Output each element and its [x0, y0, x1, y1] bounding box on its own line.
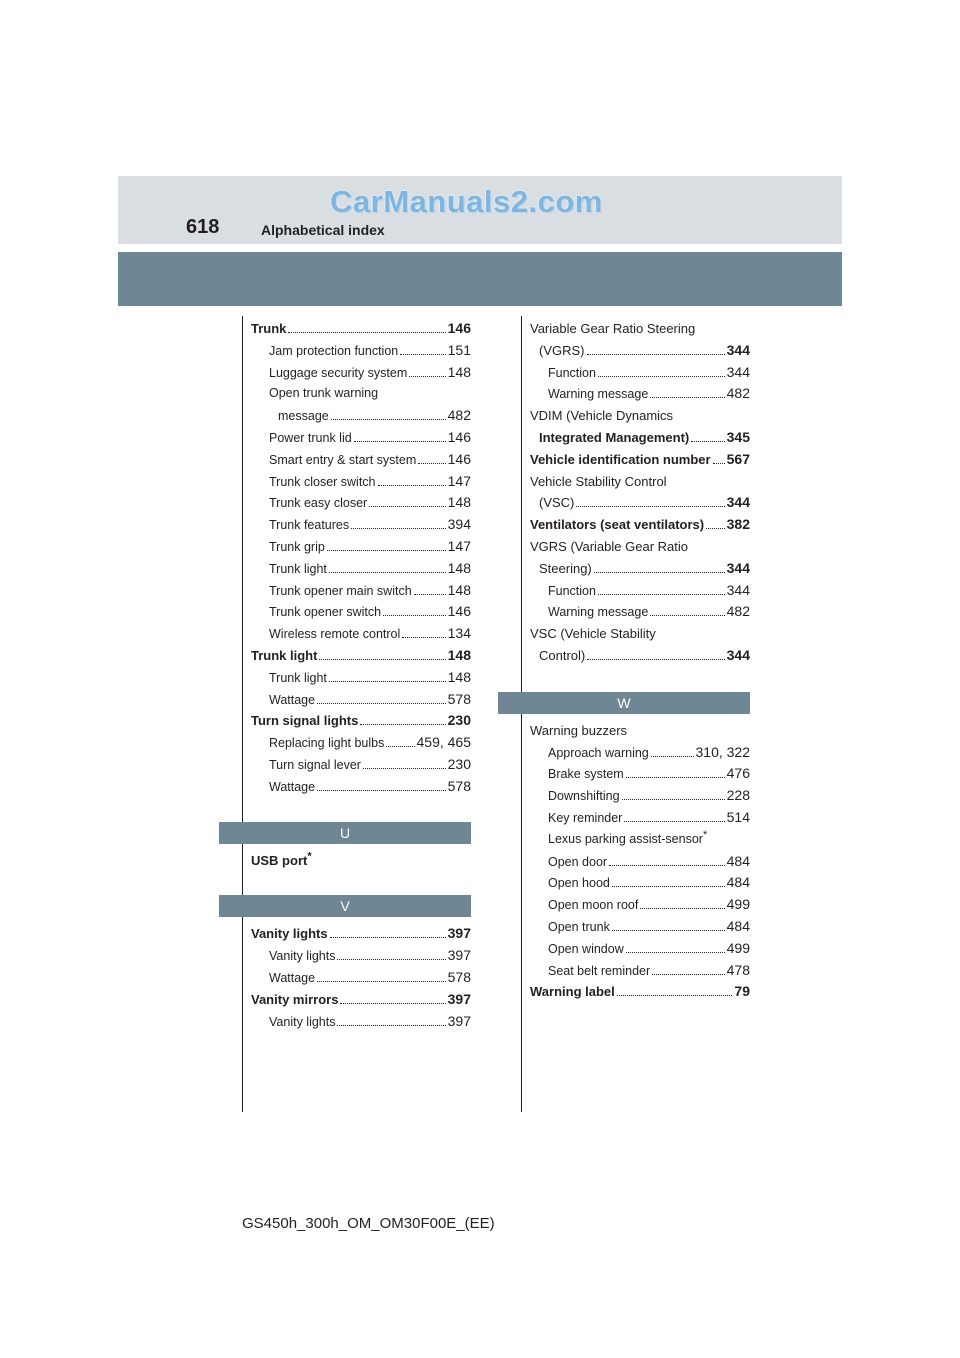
index-entry: Warning label 79: [530, 983, 750, 1000]
index-entry: Trunk 146: [251, 320, 471, 336]
index-subentry: Trunk light 148: [269, 668, 471, 685]
index-subentry: Trunk features 394: [269, 516, 471, 533]
index-entry: Ventilators (seat ventilators) 382: [530, 516, 750, 533]
index-subentry: Seat belt reminder 478: [548, 961, 750, 978]
index-subentry: Warning message 482: [548, 603, 750, 620]
index-subentry: Approach warning 310, 322: [548, 743, 750, 760]
index-subentry: Open window 499: [548, 939, 750, 956]
index-entry: Steering) 344: [539, 559, 750, 576]
index-entry-line: Vehicle Stability Control: [530, 473, 667, 489]
index-entry: Integrated Management) 345: [539, 428, 750, 445]
index-entry: USB port*: [251, 850, 312, 868]
index-subentry: Trunk grip 147: [269, 537, 471, 554]
index-subentry: Wattage 578: [269, 777, 471, 794]
document-code: GS450h_300h_OM_OM30F00E_(EE): [242, 1215, 495, 1232]
index-subentry: Jam protection function 151: [269, 341, 471, 358]
index-subentry: Open moon roof 499: [548, 896, 750, 913]
page-number: 618: [186, 216, 220, 238]
section-title: Alphabetical index: [261, 222, 385, 238]
column-rule-right: [521, 316, 522, 1112]
index-entry: (VSC) 344: [539, 494, 750, 511]
index-column-left: [251, 318, 471, 1032]
index-subentry: Replacing light bulbs 459, 465: [269, 734, 471, 751]
index-entry: Turn signal lights 230: [251, 712, 471, 729]
index-subentry: Key reminder 514: [548, 808, 750, 825]
index-subentry: Downshifting 228: [548, 787, 750, 804]
letter-heading-v: V: [219, 895, 471, 917]
index-entry-line: VDIM (Vehicle Dynamics: [530, 408, 674, 424]
index-subentry: Function 344: [548, 363, 750, 380]
index-subentry: Brake system 476: [548, 765, 750, 782]
index-column-right: [530, 318, 750, 1003]
index-entry-line: VSC (Vehicle Stability: [530, 626, 656, 642]
index-entry: Vehicle identification number 567: [530, 450, 750, 467]
index-subentry: message 482: [278, 407, 471, 424]
index-entry: Control) 344: [539, 646, 750, 663]
index-subentry: Wireless remote control 134: [269, 625, 471, 642]
index-entry: Vanity lights 397: [251, 925, 471, 942]
index-entry-line: VGRS (Variable Gear Ratio: [530, 538, 688, 554]
index-subentry: Function 344: [548, 581, 750, 598]
index-subentry: Trunk light 148: [269, 559, 471, 576]
index-entry-line: Variable Gear Ratio Steering: [530, 321, 696, 336]
index-subentry: Trunk easy closer 148: [269, 494, 471, 511]
index-subentry: Open trunk 484: [548, 917, 750, 934]
index-subentry: Vanity lights 397: [269, 1012, 471, 1029]
column-rule-left: [242, 316, 243, 1112]
index-subentry: Power trunk lid 146: [269, 428, 471, 445]
header-band-dark: [118, 252, 842, 306]
index-subentry: Vanity lights 397: [269, 947, 471, 964]
index-subentry: Open hood 484: [548, 874, 750, 891]
index-subentry-line: Open trunk warning: [269, 386, 379, 401]
index-entry: Vanity mirrors 397: [251, 990, 471, 1007]
index-subentry: Turn signal lever 230: [269, 755, 471, 772]
index-subentry-line: Lexus parking assist-sensor*: [548, 828, 708, 846]
index-subentry: Wattage 578: [269, 968, 471, 985]
index-entry: Trunk light 148: [251, 646, 471, 663]
index-subentry: Wattage 578: [269, 690, 471, 707]
index-entry: (VGRS) 344: [539, 341, 750, 358]
index-subentry: Smart entry & start system 146: [269, 450, 471, 467]
index-entry: Warning buzzers: [530, 722, 628, 738]
index-subentry: Trunk opener switch 146: [269, 603, 471, 620]
index-subentry: Luggage security system 148: [269, 363, 471, 380]
letter-heading-u: U: [219, 822, 471, 844]
watermark-logo: CarManuals2.com: [330, 184, 603, 219]
index-subentry: Trunk closer switch 147: [269, 472, 471, 489]
index-subentry: Trunk opener main switch 148: [269, 581, 471, 598]
index-subentry: Warning message 482: [548, 385, 750, 402]
index-subentry: Open door 484: [548, 852, 750, 869]
letter-heading-w: W: [498, 692, 750, 714]
